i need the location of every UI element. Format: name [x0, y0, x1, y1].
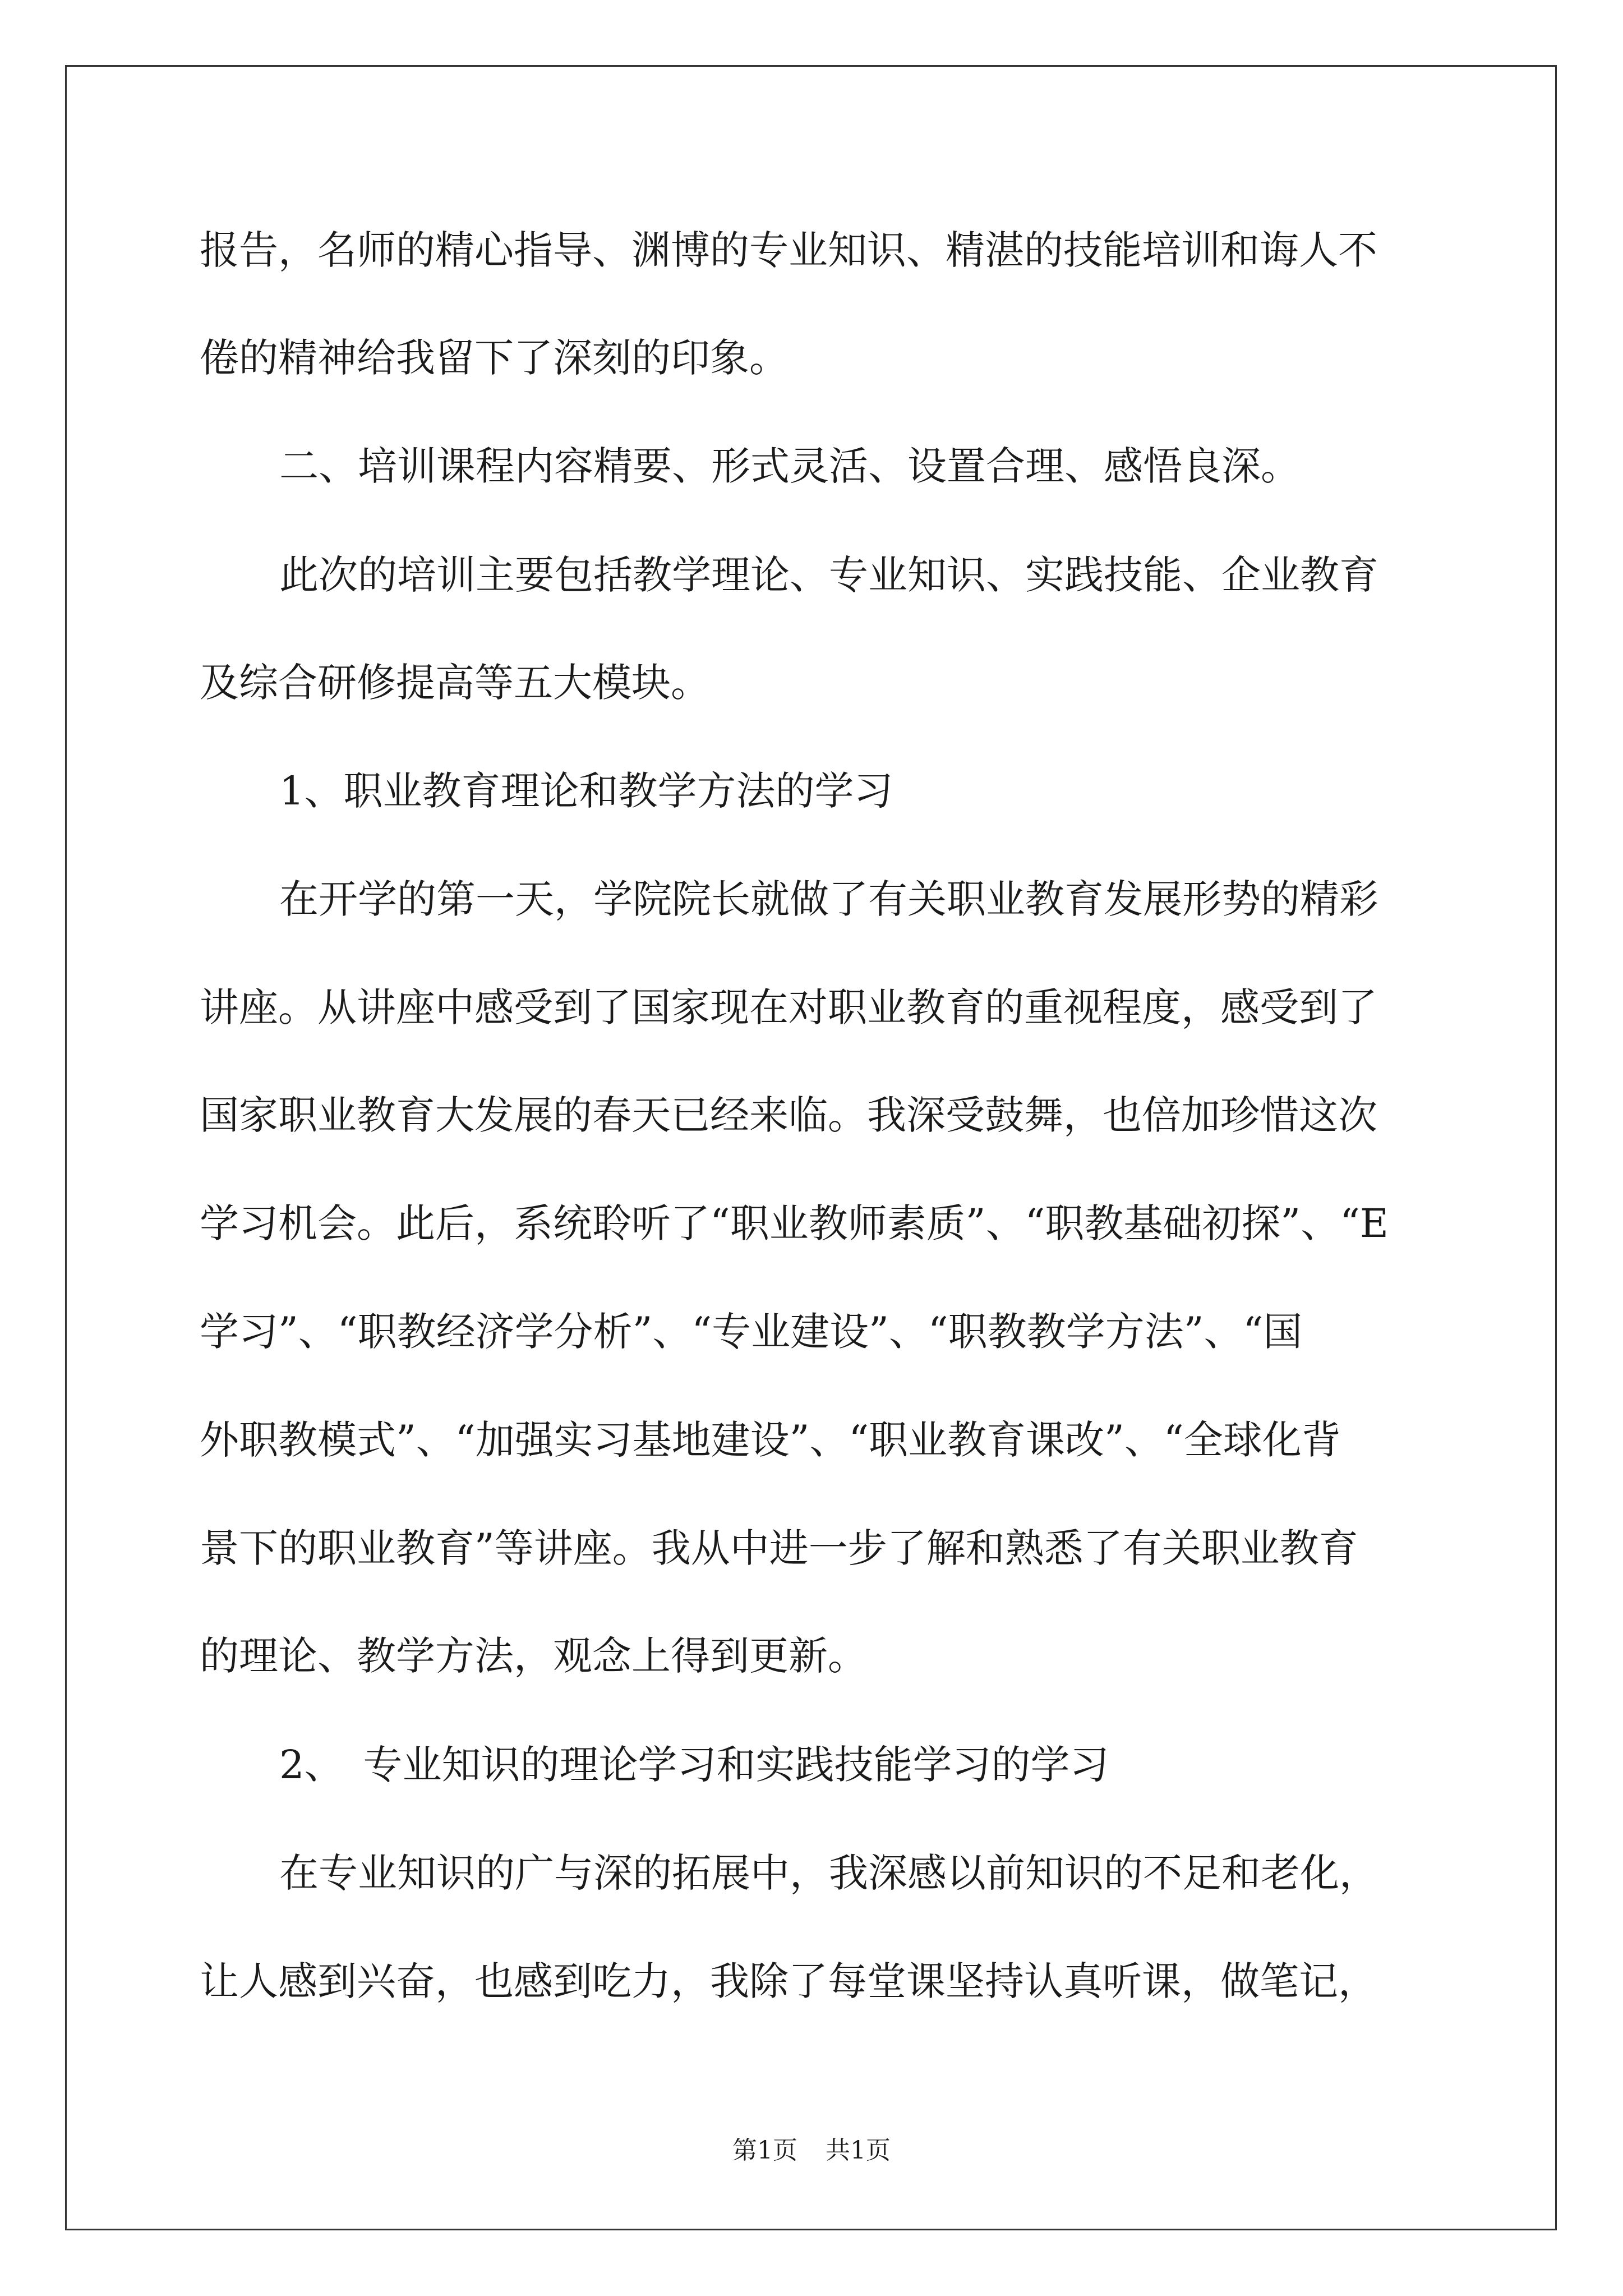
text-line: 在开学的第一天，学院院长就做了有关职业教育发展形势的精彩	[279, 876, 1378, 922]
page-footer	[0, 2138, 1623, 2163]
section-heading: 二、培训课程内容精要、形式灵活、设置合理、感悟良深。	[279, 443, 1300, 489]
text-line: 外职教模式”、“加强实习基地建设”、“职业教育课改”、“全球化背	[200, 1417, 1341, 1463]
text-line: 学习”、“职教经济学分析”、“专业建设”、“职教教学方法”、“国	[200, 1309, 1303, 1355]
text-line: 在专业知识的广与深的拓展中，我深感以前知识的不足和老化，	[279, 1850, 1378, 1896]
page-number-total: 共1页	[826, 2136, 891, 2165]
page-number-current: 第1页	[732, 2136, 797, 2165]
text-line: 国家职业教育大发展的春天已经来临。我深受鼓舞，也倍加珍惜这次	[200, 1092, 1377, 1138]
text-line: 让人感到兴奋，也感到吃力，我除了每堂课坚持认真听课，做笔记，	[200, 1958, 1377, 2004]
text-line: 学习机会。此后，系统聆听了“职业教师素质”、“职教基础初探”、“E	[200, 1200, 1389, 1246]
text-line: 景下的职业教育”等讲座。我从中进一步了解和熟悉了有关职业教育	[200, 1525, 1358, 1571]
text-line: 倦的精神给我留下了深刻的印象。	[200, 335, 789, 381]
text-line: 报告，名师的精心指导、渊博的专业知识、精湛的技能培训和诲人不	[200, 227, 1377, 273]
page-border	[65, 65, 1557, 2230]
text-line: 此次的培训主要包括教学理论、专业知识、实践技能、企业教育	[279, 552, 1378, 598]
subsection-heading: 1、职业教育理论和教学方法的学习	[279, 768, 893, 814]
text-line: 的理论、教学方法，观念上得到更新。	[200, 1633, 867, 1679]
text-line: 讲座。从讲座中感受到了国家现在对职业教育的重视程度，感受到了	[200, 984, 1377, 1030]
subsection-heading: 2、 专业知识的理论学习和实践技能学习的学习	[279, 1742, 1109, 1788]
text-line: 及综合研修提高等五大模块。	[200, 660, 710, 706]
